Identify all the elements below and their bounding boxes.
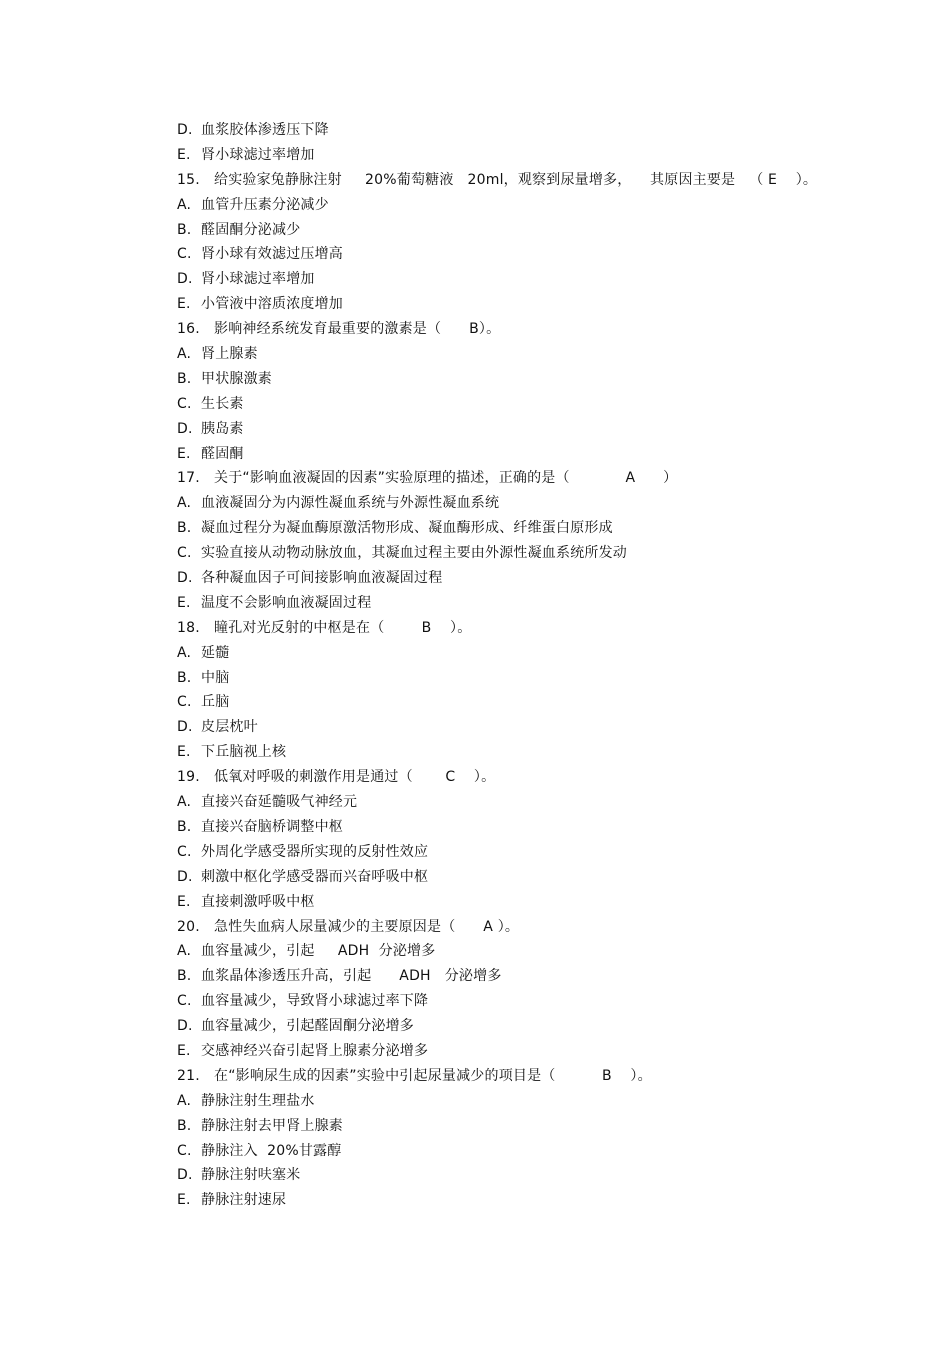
- option-label: D.: [177, 1018, 193, 1035]
- option-line: [177, 417, 877, 442]
- option-text: 血液凝固分为内源性凝血系统与外源性凝血系统: [201, 495, 500, 512]
- option-text: 血容量减少，引起 ADH 分泌增多: [201, 943, 436, 960]
- option-text: 肾上腺素: [201, 346, 258, 363]
- option-label: D.: [177, 570, 193, 587]
- option-line: [177, 815, 877, 840]
- option-text: 温度不会影响血液凝固过程: [201, 594, 372, 611]
- question-line: [177, 915, 877, 940]
- option-label: D.: [177, 868, 193, 885]
- option-label: B.: [177, 520, 192, 537]
- option-label: E.: [177, 744, 191, 761]
- option-line: [177, 1139, 877, 1164]
- option-line: [177, 118, 877, 143]
- document-page: [177, 118, 877, 1213]
- option-label: B.: [177, 968, 192, 985]
- option-line: [177, 1039, 877, 1064]
- option-text: 交感神经兴奋引起肾上腺素分泌增多: [201, 1042, 429, 1059]
- option-text: 下丘脑视上核: [201, 744, 287, 761]
- option-label: B.: [177, 221, 192, 238]
- option-label: C.: [177, 843, 192, 860]
- question-number: 18.: [177, 619, 200, 636]
- option-line: [177, 939, 877, 964]
- option-label: E.: [177, 146, 191, 163]
- option-line: [177, 1188, 877, 1213]
- option-text: 血容量减少，导致肾小球滤过率下降: [201, 993, 429, 1010]
- option-line: [177, 740, 877, 765]
- option-text: 静脉注射生理盐水: [201, 1092, 315, 1109]
- option-line: [177, 715, 877, 740]
- option-label: B.: [177, 669, 192, 686]
- question-text: 在“影响尿生成的因素”实验中引起尿量减少的项目是（ B ）。: [214, 1067, 652, 1084]
- option-text: 醛固酮分泌减少: [201, 221, 301, 238]
- question-number: 15.: [177, 171, 200, 188]
- question-line: [177, 765, 877, 790]
- option-label: D.: [177, 1167, 193, 1184]
- question-line: [177, 1064, 877, 1089]
- option-label: B.: [177, 370, 192, 387]
- option-text: 肾小球滤过率增加: [201, 146, 315, 163]
- option-text: 甲状腺激素: [201, 370, 272, 387]
- option-label: E.: [177, 1042, 191, 1059]
- option-label: B.: [177, 1117, 192, 1134]
- question-text: 影响神经系统发育最重要的激素是（ B）。: [214, 321, 501, 338]
- option-text: 直接兴奋延髓吸气神经元: [201, 794, 358, 811]
- option-line: [177, 790, 877, 815]
- question-number: 19.: [177, 769, 200, 786]
- option-line: [177, 342, 877, 367]
- option-text: 实验直接从动物动脉放血，其凝血过程主要由外源性凝血系统所发动: [201, 545, 627, 562]
- question-number: 20.: [177, 918, 200, 935]
- option-text: 小管液中溶质浓度增加: [201, 296, 343, 313]
- question-line: [177, 616, 877, 641]
- option-text: 血浆晶体渗透压升高，引起 ADH 分泌增多: [201, 968, 502, 985]
- option-text: 各种凝血因子可间接影响血液凝固过程: [201, 570, 443, 587]
- question-text: 急性失血病人尿量减少的主要原因是（ A ）。: [214, 918, 520, 935]
- option-line: [177, 392, 877, 417]
- option-line: [177, 641, 877, 666]
- option-label: A.: [177, 346, 192, 363]
- option-line: [177, 1014, 877, 1039]
- option-label: E.: [177, 445, 191, 462]
- option-label: E.: [177, 1192, 191, 1209]
- option-line: [177, 516, 877, 541]
- option-label: D.: [177, 420, 193, 437]
- question-line: [177, 317, 877, 342]
- option-line: [177, 1089, 877, 1114]
- option-line: [177, 442, 877, 467]
- option-label: C.: [177, 246, 192, 263]
- question-line: [177, 466, 877, 491]
- option-line: [177, 1163, 877, 1188]
- option-line: [177, 989, 877, 1014]
- option-label: E.: [177, 296, 191, 313]
- option-line: [177, 143, 877, 168]
- option-text: 延髓: [201, 644, 230, 661]
- option-label: C.: [177, 545, 192, 562]
- option-label: A.: [177, 943, 192, 960]
- question-text: 关于“影响血液凝固的因素”实验原理的描述，正确的是（ A ）: [214, 470, 678, 487]
- option-line: [177, 591, 877, 616]
- option-text: 皮层枕叶: [201, 719, 258, 736]
- option-text: 血浆胶体渗透压下降: [201, 122, 329, 138]
- option-text: 静脉注射去甲肾上腺素: [201, 1117, 343, 1134]
- option-line: [177, 541, 877, 566]
- option-text: 胰岛素: [201, 420, 244, 437]
- option-line: [177, 890, 877, 915]
- option-text: 生长素: [201, 395, 244, 412]
- option-text: 刺激中枢化学感受器而兴奋呼吸中枢: [201, 868, 429, 885]
- option-text: 醛固酮: [201, 445, 244, 462]
- option-line: [177, 840, 877, 865]
- option-line: [177, 193, 877, 218]
- option-label: C.: [177, 395, 192, 412]
- option-line: [177, 964, 877, 989]
- option-line: [177, 242, 877, 267]
- option-text: 静脉注射呋塞米: [201, 1167, 301, 1184]
- question-number: 17.: [177, 470, 200, 487]
- option-line: [177, 690, 877, 715]
- option-label: B.: [177, 818, 192, 835]
- option-label: A.: [177, 495, 192, 512]
- option-line: [177, 566, 877, 591]
- option-label: A.: [177, 644, 192, 661]
- option-text: 直接兴奋脑桥调整中枢: [201, 818, 343, 835]
- option-label: D.: [177, 271, 193, 288]
- option-line: [177, 218, 877, 243]
- option-label: C.: [177, 993, 192, 1010]
- option-label: E.: [177, 893, 191, 910]
- question-text: 低氧对呼吸的刺激作用是通过（ C ）。: [214, 769, 496, 786]
- option-text: 静脉注射速尿: [201, 1192, 287, 1209]
- question-number: 16.: [177, 321, 200, 338]
- option-line: [177, 491, 877, 516]
- option-label: C.: [177, 1142, 192, 1159]
- option-text: 凝血过程分为凝血酶原激活物形成、凝血酶形成、纤维蛋白原形成: [201, 520, 613, 537]
- question-text: 给实验家兔静脉注射 20%葡萄糖液 20ml，观察到尿量增多， 其原因主要是 （ E ）。: [214, 171, 818, 188]
- option-label: A.: [177, 196, 192, 213]
- question-text: 瞳孔对光反射的中枢是在（ B ）。: [214, 619, 472, 636]
- option-label: A.: [177, 794, 192, 811]
- question-line: [177, 168, 877, 193]
- option-line: [177, 666, 877, 691]
- option-label: C.: [177, 694, 192, 711]
- option-label: E.: [177, 594, 191, 611]
- option-text: 丘脑: [201, 694, 230, 711]
- option-line: [177, 267, 877, 292]
- option-label: D.: [177, 122, 193, 138]
- option-text: 血管升压素分泌减少: [201, 196, 329, 213]
- question-number: 21.: [177, 1067, 200, 1084]
- option-text: 静脉注入 20%甘露醇: [201, 1142, 342, 1159]
- option-text: 中脑: [201, 669, 230, 686]
- option-text: 肾小球有效滤过压增高: [201, 246, 343, 263]
- option-text: 直接刺激呼吸中枢: [201, 893, 315, 910]
- option-line: [177, 292, 877, 317]
- option-text: 外周化学感受器所实现的反射性效应: [201, 843, 429, 860]
- option-line: [177, 367, 877, 392]
- option-text: 血容量减少，引起醛固酮分泌增多: [201, 1018, 414, 1035]
- option-label: A.: [177, 1092, 192, 1109]
- option-label: D.: [177, 719, 193, 736]
- option-line: [177, 865, 877, 890]
- option-text: 肾小球滤过率增加: [201, 271, 315, 288]
- option-line: [177, 1114, 877, 1139]
